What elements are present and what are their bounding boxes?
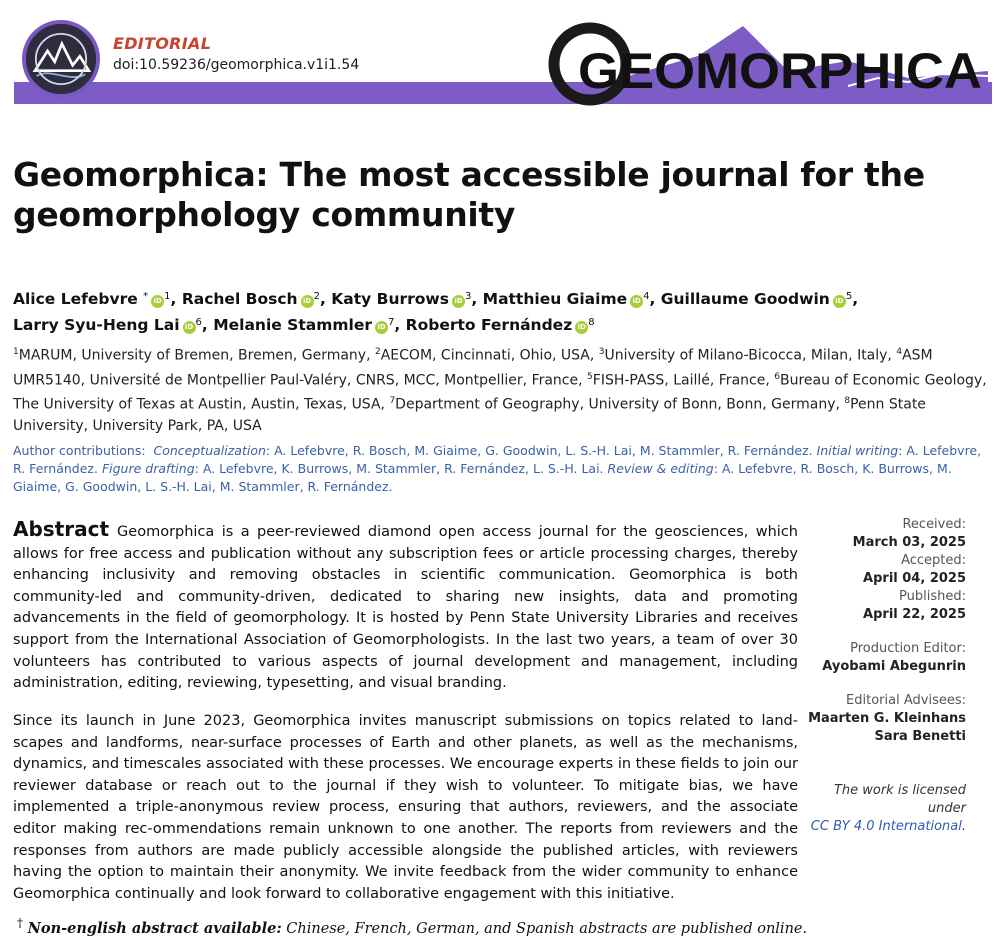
abstract-heading: Abstract bbox=[13, 517, 110, 541]
author-list: Alice Lefebvre * iD $^1$, Rachel Bosch iD $^2$, Katy Burrows iD $^3$, Matthieu Giaime iD $^4$, Guillaume Goodwin iD $^5$, Larry Syu-Heng Lai iD $^6$, Melanie Stammler iD $^7$, Roberto Fernández iD $^8$ bbox=[13, 290, 859, 334]
doi-link[interactable]: doi:10.59236/geomorphica.v1i1.54 bbox=[113, 57, 360, 73]
orcid-icon[interactable]: iD bbox=[630, 295, 643, 308]
author[interactable]: Katy Burrows iD $^3$ bbox=[331, 290, 472, 308]
orcid-icon[interactable]: iD bbox=[183, 321, 196, 334]
advisee: Sara Benetti bbox=[874, 729, 966, 744]
abstract-paragraph-1: Abstract Geomorphica is a peer-reviewed diamond open access journal for the geosciences, which allows for free access and publication without any subscription fees or article processing charges, thereby enhancing inclusivity and removing obstacles in scientific communication. Geomorphica is both community-led and community-driven, dedicated to sharing new insights, data and promoting advancements in the field of geomorphology. It is hosted by Penn State University Libraries and receives support from the International Association of Geomorphologists. In the last two years, a team of over 30 volunteers has contributed to various aspects of journal development and management, including administration, editing, reviewing, typesetting, and visual branding. bbox=[13, 517, 798, 692]
author[interactable]: Melanie Stammler iD $^7$ bbox=[213, 316, 395, 334]
orcid-icon[interactable]: iD bbox=[575, 321, 588, 334]
affiliations: $^1$MARUM, University of Bremen, Bremen, Germany, $^2$AECOM, Cincinnati, Ohio, USA, $^3$University of Milano-Bicocca, Milan, Italy, $^4$ASM UMR5140, Université de Montpellier Paul-Valéry, CNRS, MCC, Montpellier, France, $^5$FISH-PASS, Laillé, France, $^6$Bureau of Economic Geology, The University of Texas at Austin, Austin, Texas, USA, $^7$Department of Geography, University of Bonn, Bonn, Germany, $^8$Penn State University, University Park, PA, USA bbox=[13, 347, 987, 434]
author[interactable]: Alice Lefebvre * iD $^1$ bbox=[13, 290, 171, 308]
license-link[interactable]: CC BY 4.0 International bbox=[810, 819, 962, 834]
abstract-paragraph-2: Since its launch in June 2023, Geomorphica invites manuscript submissions on topics related to land-scapes and landforms, near-surface processes of Earth and other planets, as well as the mechanisms, dynamics, and timescales associated with these processes. We encourage experts in these fields to join our reviewer database or reach out to the journal if they wish to volunteer. To mitigate bias, we have implemented a triple-anonymous review process, ensuring that authors, reviewers, and the associate editor making rec-ommendations remain unknown to one another. The reports from reviewers and the responses from authors are made publicly accessible alongside the published articles, with reviewers having the option to maintain their anonymity. We invite feedback from the wider community to enhance Geomorphica continually and look forward to collaborative engagement with this initiative. bbox=[13, 713, 798, 902]
editorial-advisees-label: Editorial Advisees: bbox=[846, 693, 966, 708]
accepted-date: April 04, 2025 bbox=[863, 571, 966, 586]
advisee: Maarten G. Kleinhans bbox=[808, 711, 966, 726]
author-contributions: Author contributions: Conceptualization: A. Lefebvre, R. Bosch, M. Giaime, G. Goodwin, L. S.-H. Lai, M. Stammler, R. Fernández. Initial writing: A. Lefebvre, R. Fernández. Figure drafting: A. Lefebvre, K. Burrows, M. Stammler, R. Fernández, L. S.-H. Lai. Review & editing: A. Lefebvre, R. Bosch, K. Burrows, M. Giaime, G. Goodwin, L. S.-H. Lai, M. Stammler, R. Fernández. bbox=[13, 443, 982, 494]
orcid-icon[interactable]: iD bbox=[833, 295, 846, 308]
article-type-label: EDITORIAL bbox=[113, 34, 212, 53]
production-editor: Ayobami Abegunrin bbox=[822, 659, 966, 674]
author[interactable]: Larry Syu-Heng Lai iD $^6$ bbox=[13, 316, 202, 334]
author[interactable]: Roberto Fernández iD $^8$ bbox=[405, 316, 595, 334]
orcid-icon[interactable]: iD bbox=[452, 295, 465, 308]
production-editor-label: Production Editor: bbox=[850, 641, 966, 656]
license-notice: The work is licensed under CC BY 4.0 International. bbox=[810, 783, 966, 834]
orcid-icon[interactable]: iD bbox=[301, 295, 314, 308]
received-label: Received: bbox=[902, 517, 966, 532]
accepted-label: Accepted: bbox=[901, 553, 966, 568]
article-metadata-sidebar bbox=[796, 516, 966, 836]
author[interactable]: Matthieu Giaime iD $^4$ bbox=[482, 290, 650, 308]
published-date: April 22, 2025 bbox=[863, 607, 966, 622]
orcid-icon[interactable]: iD bbox=[375, 321, 388, 334]
journal-name: GEOMORPHICA bbox=[578, 43, 982, 99]
journal-logo-icon bbox=[22, 20, 100, 98]
received-date: March 03, 2025 bbox=[852, 535, 966, 550]
article-title: Geomorphica: The most accessible journal for the geomorphology community bbox=[13, 155, 925, 234]
author[interactable]: Guillaume Goodwin iD $^5$ bbox=[660, 290, 853, 308]
footnote: † Non-english abstract available: Chinese, French, German, and Spanish abstracts are published online. bbox=[17, 916, 808, 937]
journal-wordmark bbox=[548, 16, 988, 106]
published-label: Published: bbox=[899, 589, 966, 604]
author[interactable]: Rachel Bosch iD $^2$ bbox=[181, 290, 320, 308]
orcid-icon[interactable]: iD bbox=[151, 295, 164, 308]
